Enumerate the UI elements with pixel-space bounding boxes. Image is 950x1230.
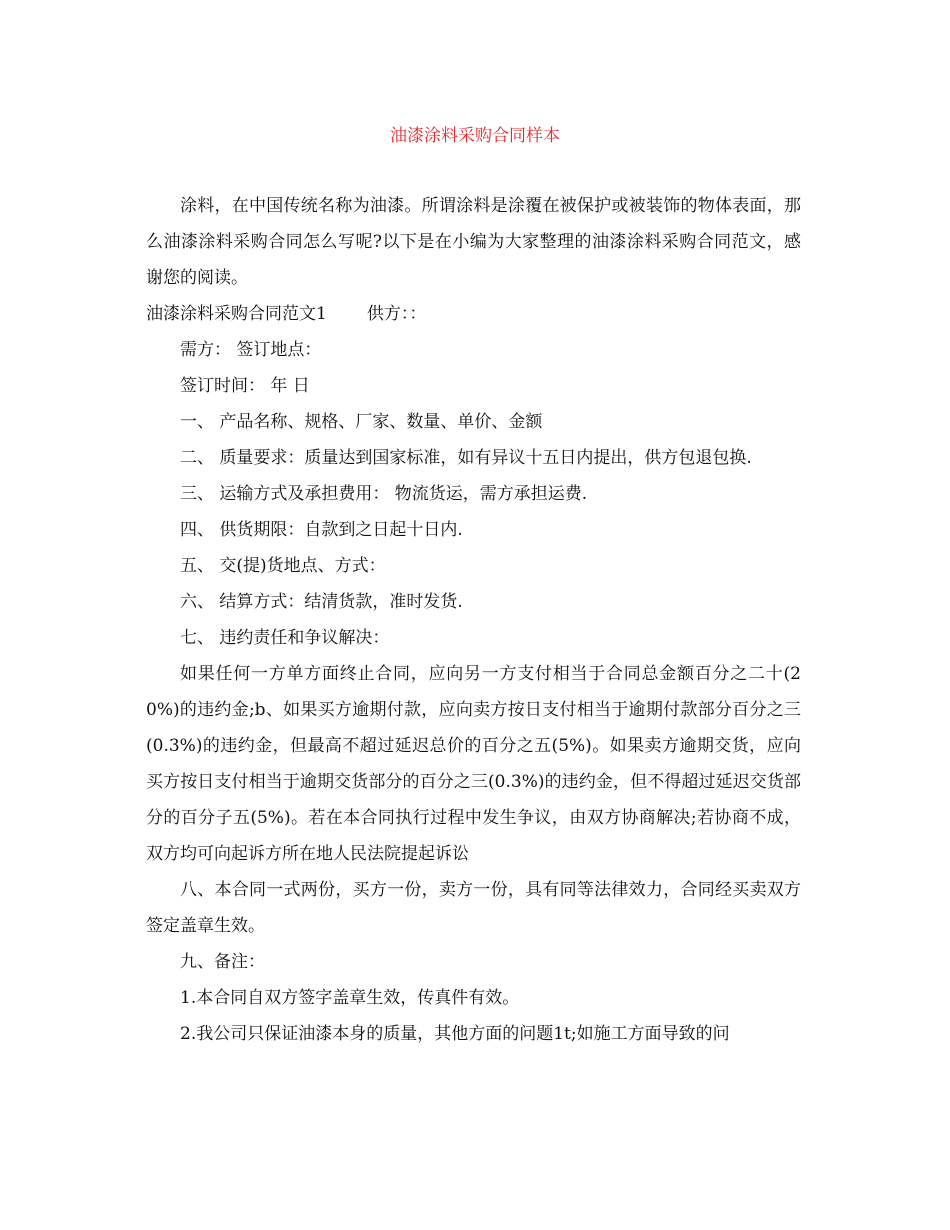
clause-8: 八、本合同一式两份，买方一份，卖方一份，具有同等法律效力，合同经买卖双方签定盖章生效。 bbox=[146, 880, 801, 936]
signing-time-line: 签订时间： 年 日 bbox=[180, 376, 310, 396]
intro-paragraph: 涂料，在中国传统名称为油漆。所谓涂料是涂覆在被保护或被装饰的物体表面，那么油漆涂料采购合同怎么写呢?以下是在小编为大家整理的油漆涂料采购合同范文，感谢您的阅读。 bbox=[146, 196, 801, 288]
sample-heading: 油漆涂料采购合同范文1 bbox=[146, 304, 327, 324]
document-body bbox=[146, 188, 801, 1052]
clause-5: 五、 交(提)货地点、方式： bbox=[180, 556, 386, 576]
document-title: 油漆涂料采购合同样本 bbox=[390, 126, 560, 146]
note-2: 2.我公司只保证油漆本身的质量，其他方面的问题1t;如施工方面导致的问 bbox=[180, 1024, 730, 1044]
clause-1: 一、 产品名称、规格、厂家、数量、单价、金额 bbox=[180, 412, 543, 432]
buyer-line: 需方： 签订地点： bbox=[180, 340, 322, 360]
clause-2: 二、 质量要求：质量达到国家标准，如有异议十五日内提出，供方包退包换. bbox=[180, 448, 752, 468]
clause-4: 四、 供货期限：自款到之日起十日内. bbox=[180, 520, 463, 540]
sample-heading-line bbox=[146, 296, 801, 332]
clause-6: 六、 结算方式：结清货款，准时发货. bbox=[180, 592, 463, 612]
clause-3: 三、 运输方式及承担费用： 物流货运，需方承担运费. bbox=[180, 484, 588, 504]
supplier-line: 供方：： bbox=[366, 304, 427, 324]
note-1: 1.本合同自双方签字盖章生效，传真件有效。 bbox=[180, 988, 520, 1008]
breach-paragraph: 如果任何一方单方面终止合同，应向另一方支付相当于合同总金额百分之二十(20%)的违约金;b、如果买方逾期付款，应向卖方按日支付相当于逾期付款部分百分之三(0.3%)的违约金，但最高不超过延迟总价的百分之五(5%)。如果卖方逾期交货，应向买方按日支付相当于逾期交货部分的百分之三(0.3%)的违约金，但不得超过延迟交货部分的百分子五(5%)。若在本合同执行过程中发生争议，由双方协商解决;若协商不成，双方均可向起诉方所在地人民法院提起诉讼 bbox=[146, 664, 801, 864]
clause-7: 七、 违约责任和争议解决： bbox=[180, 628, 390, 648]
clause-9: 九、备注： bbox=[180, 952, 265, 972]
